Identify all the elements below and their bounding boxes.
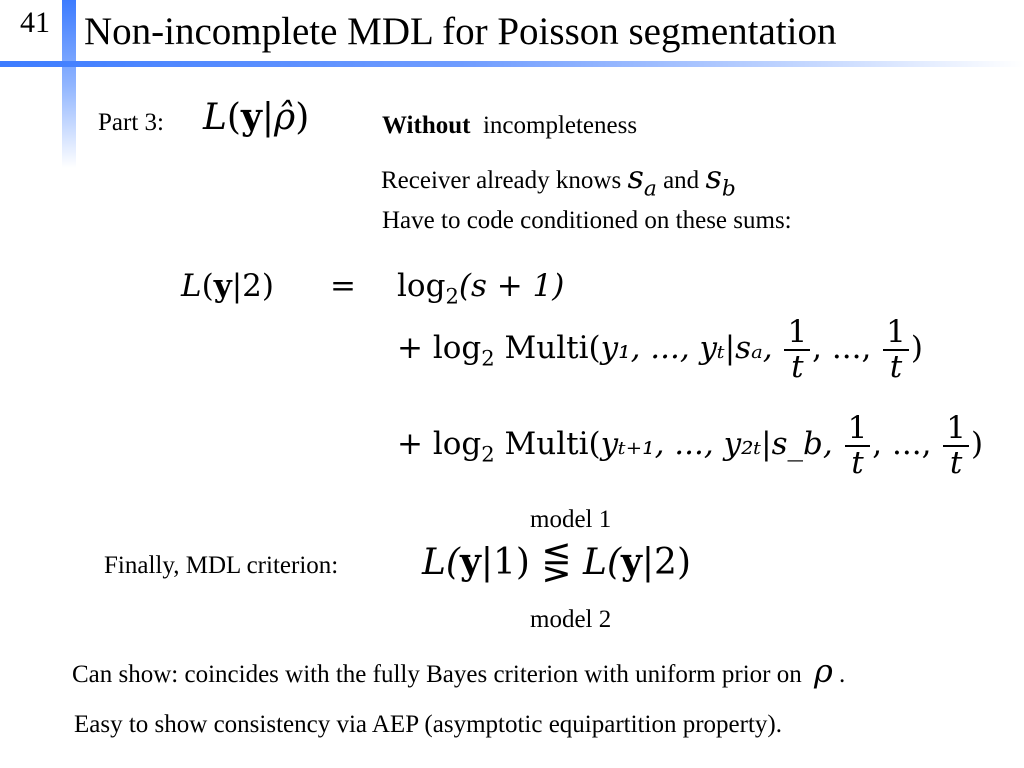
slide-number: 41 [20, 6, 50, 39]
sa-symbol: $s_a$ [627, 158, 657, 202]
part-expression: L(y|ρ̂) [203, 96, 310, 138]
criterion-label: Finally, MDL criterion: [104, 552, 339, 579]
equation-row-2: + $\log_2$ Multi(y₁, ..., yₜ|sₐ, $\frac{1}{t}$ , ..., $\frac{1}{t}$ ) [397, 314, 923, 385]
criterion-expression: L(y|1) ⋚ L(y|2) [422, 541, 691, 583]
footer-line-1: Can show: coincides with the fully Bayes criterion with uniform prior on ρ . [72, 652, 846, 690]
without-bold: Without [382, 112, 471, 139]
rho-symbol: ρ [813, 652, 833, 690]
fraction: $\frac{1}{t}$ [845, 412, 871, 479]
receiver-line: Receiver already knows $s_a$ and $s_b$ [381, 158, 736, 202]
equation-row-1: $\log_2(s + 1)$ [397, 268, 565, 309]
without-line: Without incompleteness [382, 112, 638, 139]
code-line: Have to code conditioned on these sums: [382, 207, 792, 234]
fraction: $\frac{1}{t}$ [883, 316, 909, 383]
model-2-label: model 2 [530, 606, 612, 633]
equation-lhs: L(y|2) [181, 268, 274, 304]
model-1-label: model 1 [530, 506, 612, 533]
equation-row-3: + $\log_2$ Multi(yₜ₊₁, ..., y₂ₜ|s_b, $\frac{1}{t}$ , ..., $\frac{1}{t}$ ) [397, 410, 984, 481]
sb-symbol: $s_b$ [705, 158, 736, 202]
equation-equals: = [330, 268, 356, 304]
decorative-horizontal-bar [0, 61, 1024, 67]
fraction: $\frac{1}{t}$ [784, 316, 810, 383]
part-label: Part 3: [98, 109, 164, 136]
footer-line-2: Easy to show consistency via AEP (asymptotic equipartition property). [74, 711, 782, 738]
decorative-vertical-bar [62, 0, 76, 168]
slide-title: Non-incomplete MDL for Poisson segmentation [84, 10, 837, 53]
fraction: $\frac{1}{t}$ [943, 412, 969, 479]
